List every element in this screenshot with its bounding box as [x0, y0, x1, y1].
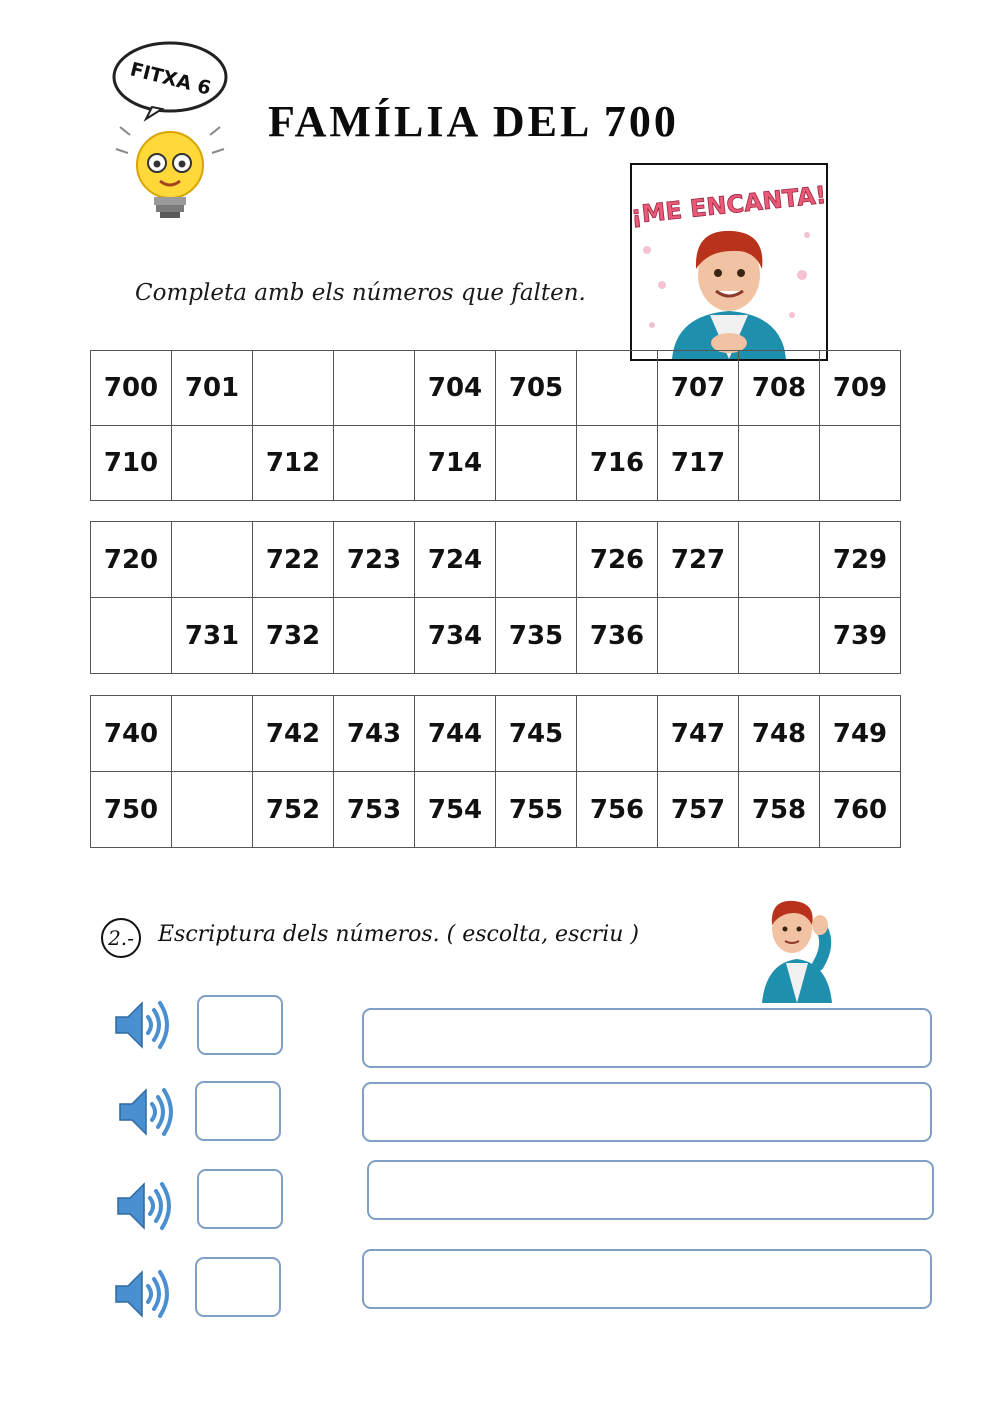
blank-number-cell[interactable] — [658, 598, 739, 674]
number-cell: 732 — [253, 598, 334, 674]
number-cell: 754 — [415, 772, 496, 848]
number-grid-740 — [90, 695, 901, 848]
number-cell: 705 — [496, 351, 577, 426]
number-cell: 709 — [820, 351, 901, 426]
number-cell: 753 — [334, 772, 415, 848]
number-cell: 735 — [496, 598, 577, 674]
blank-number-cell[interactable] — [739, 426, 820, 501]
number-grid-720 — [90, 521, 901, 674]
number-cell: 712 — [253, 426, 334, 501]
grid-row — [91, 696, 901, 772]
blank-number-cell[interactable] — [739, 522, 820, 598]
blank-number-cell[interactable] — [334, 426, 415, 501]
instruction-text: Completa amb els números que falten. — [135, 280, 586, 306]
blank-number-cell[interactable] — [820, 426, 901, 501]
number-answer-box[interactable] — [197, 1169, 283, 1229]
number-cell: 731 — [172, 598, 253, 674]
number-cell: 724 — [415, 522, 496, 598]
number-cell: 729 — [820, 522, 901, 598]
number-cell: 701 — [172, 351, 253, 426]
grid-row — [91, 598, 901, 674]
number-cell: 720 — [91, 522, 172, 598]
number-cell: 708 — [739, 351, 820, 426]
number-cell: 750 — [91, 772, 172, 848]
number-cell: 739 — [820, 598, 901, 674]
number-cell: 755 — [496, 772, 577, 848]
word-answer-box[interactable] — [362, 1249, 932, 1309]
number-cell: 707 — [658, 351, 739, 426]
blank-number-cell[interactable] — [496, 522, 577, 598]
blank-number-cell[interactable] — [334, 351, 415, 426]
number-cell: 714 — [415, 426, 496, 501]
number-cell: 758 — [739, 772, 820, 848]
number-cell: 756 — [577, 772, 658, 848]
number-grid-700 — [90, 350, 901, 501]
blank-number-cell[interactable] — [496, 426, 577, 501]
bulb-badge-text: FITXA 6 — [127, 58, 214, 100]
blank-number-cell[interactable] — [172, 522, 253, 598]
number-answer-box[interactable] — [195, 1257, 281, 1317]
grid-row — [91, 522, 901, 598]
blank-number-cell[interactable] — [91, 598, 172, 674]
number-cell: 736 — [577, 598, 658, 674]
number-answer-box[interactable] — [197, 995, 283, 1055]
blank-number-cell[interactable] — [334, 598, 415, 674]
blank-number-cell[interactable] — [172, 696, 253, 772]
page-title: FAMÍLIA DEL 700 — [268, 97, 679, 146]
word-answer-box[interactable] — [362, 1008, 932, 1068]
number-cell: 723 — [334, 522, 415, 598]
section-number: 2.- — [101, 918, 141, 958]
number-cell: 744 — [415, 696, 496, 772]
speaker-icon[interactable] — [112, 997, 172, 1053]
number-answer-box[interactable] — [195, 1081, 281, 1141]
number-cell: 710 — [91, 426, 172, 501]
me-encanta-badge — [630, 163, 828, 361]
boy-avatar-icon — [752, 885, 842, 1003]
number-cell: 749 — [820, 696, 901, 772]
speaker-icon[interactable] — [114, 1178, 174, 1234]
badge-caption: ¡ME ENCANTA! — [632, 180, 826, 230]
section-title: Escriptura dels números. ( escolta, escriu ) — [158, 922, 639, 947]
number-cell: 757 — [658, 772, 739, 848]
grid-row — [91, 772, 901, 848]
number-cell: 742 — [253, 696, 334, 772]
number-cell: 747 — [658, 696, 739, 772]
number-cell: 717 — [658, 426, 739, 501]
number-cell: 704 — [415, 351, 496, 426]
grid-row — [91, 426, 901, 501]
number-cell: 752 — [253, 772, 334, 848]
speaker-icon[interactable] — [112, 1266, 172, 1322]
blank-number-cell[interactable] — [577, 696, 658, 772]
number-cell: 716 — [577, 426, 658, 501]
number-cell: 748 — [739, 696, 820, 772]
number-cell: 700 — [91, 351, 172, 426]
grid-row — [91, 351, 901, 426]
number-cell: 722 — [253, 522, 334, 598]
blank-number-cell[interactable] — [172, 772, 253, 848]
number-cell: 760 — [820, 772, 901, 848]
blank-number-cell[interactable] — [739, 598, 820, 674]
word-answer-box[interactable] — [367, 1160, 934, 1220]
number-cell: 727 — [658, 522, 739, 598]
number-cell: 726 — [577, 522, 658, 598]
number-cell: 743 — [334, 696, 415, 772]
lightbulb-mascot-icon — [100, 35, 240, 225]
blank-number-cell[interactable] — [253, 351, 334, 426]
number-cell: 740 — [91, 696, 172, 772]
number-cell: 745 — [496, 696, 577, 772]
word-answer-box[interactable] — [362, 1082, 932, 1142]
blank-number-cell[interactable] — [172, 426, 253, 501]
blank-number-cell[interactable] — [577, 351, 658, 426]
number-cell: 734 — [415, 598, 496, 674]
speaker-icon[interactable] — [116, 1084, 176, 1140]
